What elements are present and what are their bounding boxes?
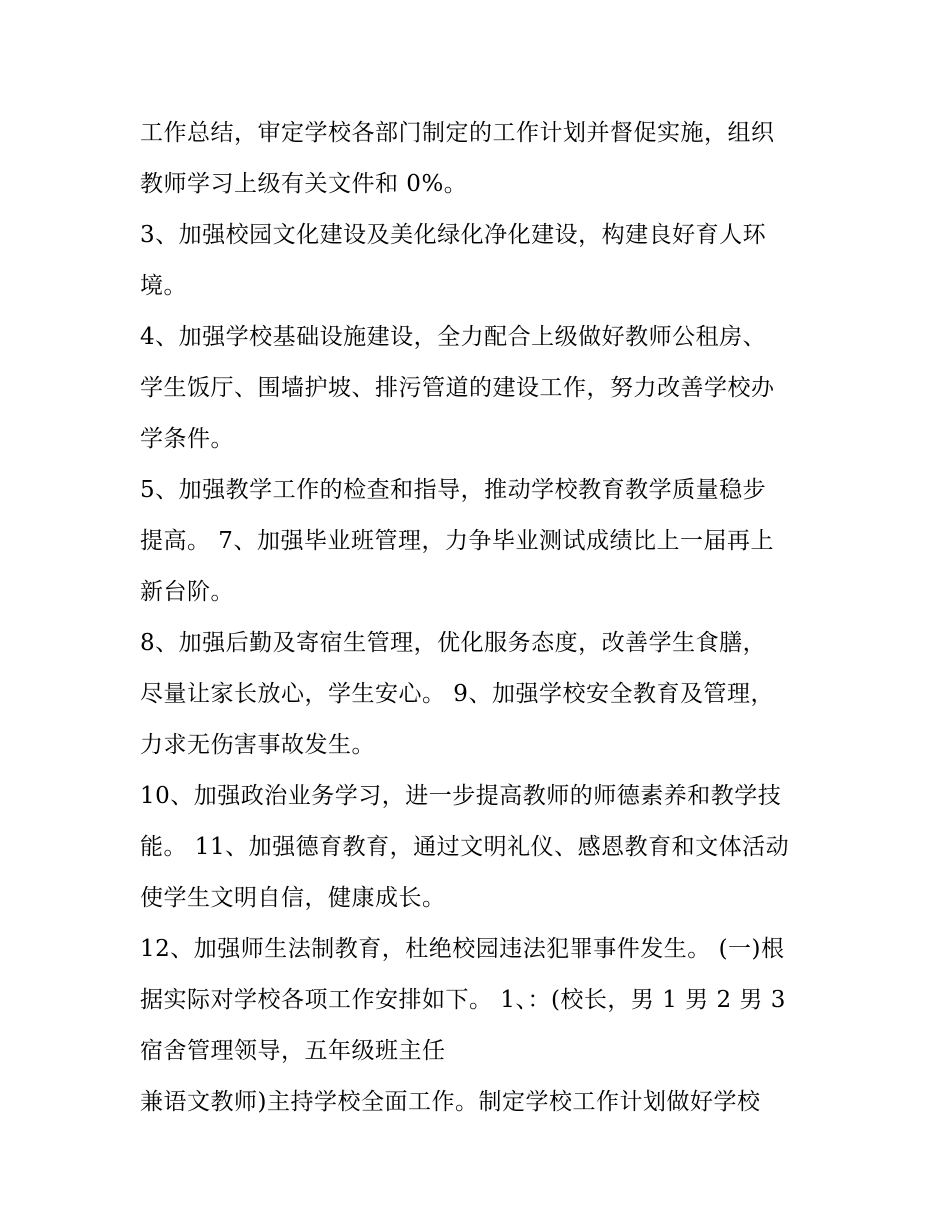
text-line: 宿舍管理领导，五年级班主任: [140, 1038, 446, 1064]
text-line: 能。 11、加强德育教育，通过文明礼仪、感恩教育和文体活动: [140, 834, 790, 860]
text-line: 3、加强校园文化建设及美化绿化净化建设，构建良好育人环: [140, 222, 767, 248]
text-line: 境。: [140, 273, 187, 299]
text-line: 尽量让家长放心，学生安心。 9、加强学校安全教育及管理，: [140, 681, 774, 707]
text-line: 教师学习上级有关文件和 0%。: [140, 171, 468, 197]
text-line: 学条件。: [140, 426, 234, 452]
text-line: 兼语文教师)主持学校全面工作。制定学校工作计划做好学校: [140, 1089, 761, 1115]
text-line: 5、加强教学工作的检查和指导，推动学校教育教学质量稳步: [140, 477, 767, 503]
text-line: 力求无伤害事故发生。: [140, 732, 375, 758]
document-body: [140, 108, 830, 1128]
text-line: 4、加强学校基础设施建设，全力配合上级做好教师公租房、: [140, 324, 767, 350]
text-line: 12、加强师生法制教育，杜绝校园违法犯罪事件发生。 (一)根: [140, 936, 785, 962]
text-line: 使学生文明自信，健康成长。: [140, 885, 446, 911]
text-line: 据实际对学校各项工作安排如下。 1、：(校长，男 1 男 2 男 3: [140, 987, 786, 1013]
text-line: 新台阶。: [140, 579, 234, 605]
text-line: 提高。 7、加强毕业班管理，力争毕业测试成绩比上一届再上: [140, 528, 774, 554]
text-line: 8、加强后勤及寄宿生管理，优化服务态度，改善学生食膳，: [140, 630, 767, 656]
text-line: 10、加强政治业务学习，进一步提高教师的师德素养和教学技: [140, 783, 782, 809]
text-line: 工作总结，审定学校各部门制定的工作计划并督促实施，组织: [140, 120, 775, 146]
text-line: 学生饭厅、围墙护坡、排污管道的建设工作，努力改善学校办: [140, 375, 775, 401]
